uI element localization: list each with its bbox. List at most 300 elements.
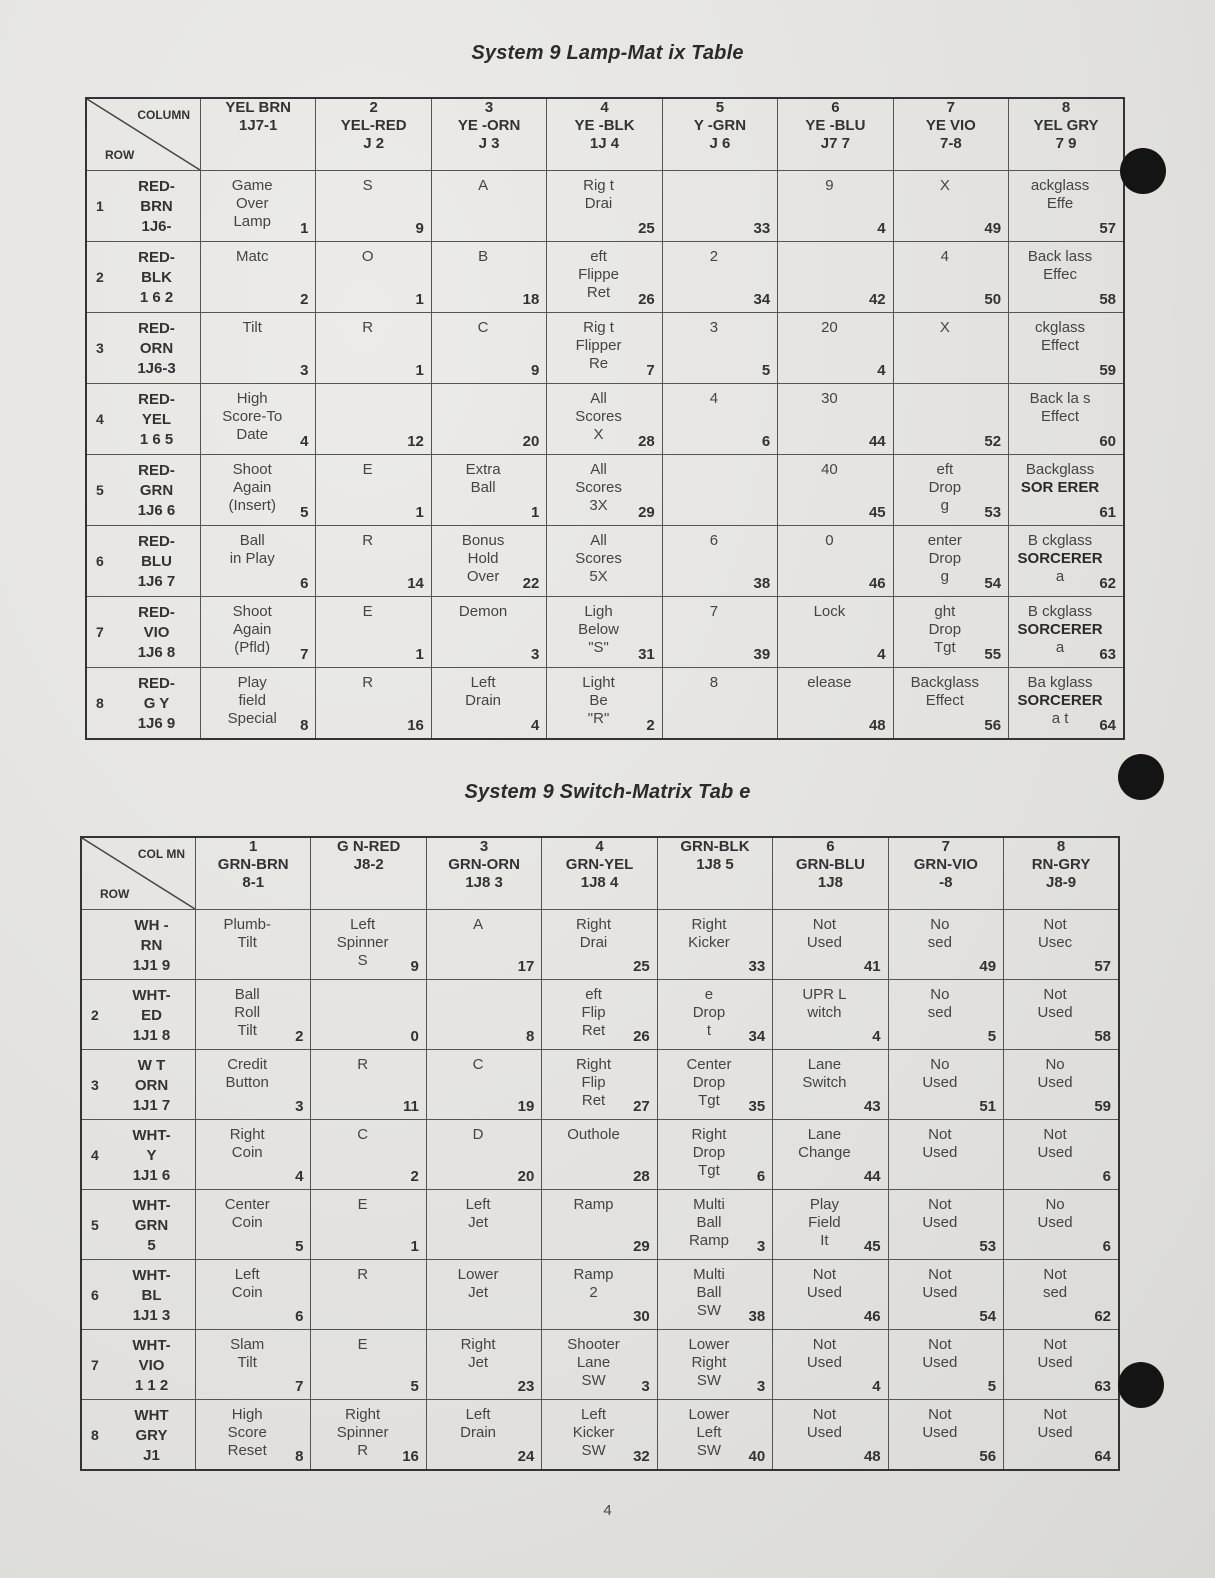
- cell-number: 49: [979, 958, 997, 975]
- cell-text-line: Tgt: [698, 1162, 720, 1179]
- row-number: 8: [96, 695, 104, 711]
- cell-text-line: S: [357, 952, 368, 969]
- cell-description: [1008, 1266, 1102, 1302]
- cell-text-line: Again: [233, 479, 272, 496]
- cell-text-line: Effect: [1040, 337, 1080, 354]
- cell-number: 22: [522, 575, 540, 592]
- cell-text-line: D: [472, 1126, 484, 1143]
- column-header-line: 8: [1061, 99, 1071, 116]
- matrix-cell: [431, 384, 546, 455]
- cell-text-line: R: [362, 674, 374, 691]
- cell-text-line: Score: [227, 1424, 267, 1441]
- cell-text-line: 2: [709, 248, 719, 265]
- cell-number: 39: [753, 646, 771, 663]
- cell-text-line: Credit: [227, 1056, 268, 1073]
- cell-text-line: Roll: [234, 1004, 261, 1021]
- lamp-matrix-table: [85, 97, 1125, 740]
- table-row: [81, 910, 1119, 980]
- matrix-cell: [196, 910, 311, 980]
- row-label-line: GRN: [134, 1217, 169, 1234]
- row-label-line: VIO: [138, 1357, 165, 1374]
- cell-text-line: a: [1055, 568, 1065, 585]
- cell-number: 31: [638, 646, 655, 663]
- cell-number: 50: [984, 291, 1002, 308]
- cell-text-line: E: [362, 603, 373, 620]
- matrix-cell: [196, 980, 311, 1050]
- cell-text-line: Not: [1043, 1126, 1067, 1143]
- corner-cell: [81, 837, 196, 910]
- row-label-line: WH -: [134, 917, 169, 934]
- cell-text-line: X: [939, 319, 950, 336]
- matrix-cell: [1004, 980, 1119, 1050]
- cell-text-line: Used: [922, 1074, 958, 1091]
- cell-text-line: Ret: [581, 1092, 606, 1109]
- matrix-cell: [893, 171, 1008, 242]
- cell-description: [205, 177, 299, 231]
- table-row: [81, 1400, 1119, 1471]
- corner-cell: [86, 98, 201, 171]
- cell-text-line: Spinner: [336, 934, 389, 951]
- cell-text-line: Tilt: [237, 1354, 257, 1371]
- matrix-cell: [888, 1120, 1003, 1190]
- matrix-cell: [778, 171, 893, 242]
- cell-text-line: Tilt: [237, 1022, 257, 1039]
- cell-number: 8: [525, 1028, 535, 1045]
- matrix-cell: [542, 1330, 657, 1400]
- cell-number: 38: [748, 1308, 766, 1325]
- cell-text-line: field: [238, 692, 266, 709]
- cell-number: 46: [863, 1308, 881, 1325]
- cell-text-line: Lower: [688, 1336, 730, 1353]
- cell-text-line: Not: [812, 1266, 837, 1283]
- cell-text-line: X: [593, 426, 604, 443]
- cell-description: [205, 390, 299, 444]
- cell-number: 56: [984, 717, 1002, 734]
- matrix-cell: [662, 242, 777, 313]
- cell-number: 4: [877, 220, 886, 237]
- column-header-line: GRN-BRN: [217, 856, 289, 873]
- cell-text-line: Flip: [581, 1074, 606, 1091]
- cell-number: 51: [979, 1098, 997, 1115]
- cell-text-line: A: [478, 177, 489, 194]
- matrix-cell: [662, 526, 777, 597]
- cell-text-line: Center: [686, 1056, 732, 1073]
- column-header-line: YE -BLK: [574, 117, 635, 134]
- cell-description: [893, 1056, 987, 1092]
- column-header-line: YE VIO: [925, 117, 976, 134]
- cell-text-line: Left: [350, 916, 376, 933]
- cell-text-line: Jet: [468, 1354, 489, 1371]
- cell-text-line: Left: [581, 1406, 607, 1423]
- cell-text-line: Effect: [1040, 408, 1080, 425]
- cell-text-line: R: [357, 1266, 369, 1283]
- matrix-cell: [778, 313, 893, 384]
- cell-number: 6: [1102, 1238, 1111, 1255]
- cell-text-line: Not: [928, 1336, 952, 1353]
- column-header: [662, 98, 777, 171]
- matrix-cell: [657, 1120, 772, 1190]
- cell-text-line: X: [939, 177, 950, 194]
- cell-number: 46: [868, 575, 886, 592]
- cell-text-line: Kicker: [572, 1424, 615, 1441]
- cell-text-line: elease: [807, 674, 852, 691]
- matrix-cell: [888, 1050, 1003, 1120]
- row-header: [86, 171, 201, 242]
- cell-text-line: 6: [709, 532, 719, 549]
- cell-description: [1013, 461, 1107, 497]
- cell-text-line: Not: [1043, 1266, 1067, 1283]
- cell-text-line: Lane: [807, 1056, 842, 1073]
- cell-text-line: Used: [1037, 1424, 1073, 1441]
- cell-description: [431, 1196, 525, 1232]
- cell-number: 1: [410, 1238, 419, 1255]
- row-label-line: WHT-: [132, 1127, 171, 1144]
- cell-text-line: Drai: [579, 934, 608, 951]
- matrix-cell: [657, 910, 772, 980]
- matrix-cell: [201, 242, 316, 313]
- matrix-cell: [196, 1190, 311, 1260]
- row-number: 7: [96, 624, 104, 640]
- cell-text-line: Drop: [928, 550, 962, 567]
- cell-number: 25: [633, 958, 650, 975]
- cell-description: [200, 1406, 294, 1460]
- cell-number: 49: [984, 220, 1002, 237]
- cell-text-line: Extra: [465, 461, 501, 478]
- cell-text-line: It: [820, 1232, 829, 1249]
- cell-description: [1008, 1126, 1102, 1162]
- matrix-cell: [426, 1120, 541, 1190]
- row-wire-label: [112, 1336, 191, 1396]
- cell-number: 11: [403, 1098, 419, 1115]
- cell-text-line: A: [473, 916, 484, 933]
- matrix-cell: [547, 171, 662, 242]
- cell-text-line: eft: [590, 248, 607, 265]
- cell-text-line: ckglass: [1035, 319, 1086, 336]
- matrix-cell: [1004, 1120, 1119, 1190]
- matrix-cell: [893, 526, 1008, 597]
- cell-number: 59: [1094, 1098, 1111, 1115]
- column-header-line: 7: [946, 99, 956, 116]
- cell-text-line: Shooter: [567, 1336, 620, 1353]
- cell-number: 62: [1094, 1308, 1111, 1325]
- cell-text-line: R: [362, 532, 374, 549]
- matrix-cell: [311, 980, 426, 1050]
- matrix-cell: [196, 1120, 311, 1190]
- column-header: [888, 837, 1003, 910]
- matrix-cell: [316, 171, 431, 242]
- cell-text-line: SORCERER: [1017, 621, 1103, 638]
- cell-number: 16: [402, 1448, 419, 1465]
- cell-number: 1: [300, 220, 309, 237]
- cell-text-line: Lane: [576, 1354, 611, 1371]
- cell-number: 3: [300, 362, 309, 379]
- cell-text-line: Scores: [575, 479, 622, 496]
- cell-text-line: Used: [806, 1284, 842, 1301]
- cell-number: 35: [748, 1098, 766, 1115]
- cell-text-line: No: [930, 986, 950, 1003]
- cell-number: 5: [300, 504, 309, 521]
- cell-text-line: Lamp: [233, 213, 271, 230]
- table-row: [86, 171, 1124, 242]
- cell-description: [315, 1266, 409, 1284]
- cell-text-line: Used: [922, 1424, 958, 1441]
- cell-number: 5: [987, 1028, 997, 1045]
- table-row: [81, 1190, 1119, 1260]
- column-header-line: YE -ORN: [457, 117, 521, 134]
- row-label-line: 1J1 3: [132, 1307, 171, 1324]
- cell-text-line: Hold: [467, 550, 499, 567]
- cell-number: 5: [410, 1378, 419, 1395]
- cell-number: 33: [748, 958, 766, 975]
- cell-text-line: in Play: [229, 550, 275, 567]
- matrix-cell: [431, 668, 546, 740]
- cell-text-line: Outhole: [567, 1126, 620, 1143]
- cell-description: [1013, 319, 1107, 355]
- cell-text-line: Ball: [696, 1214, 722, 1231]
- cell-description: [893, 1266, 987, 1302]
- row-label-line: YEL: [141, 411, 172, 428]
- cell-description: [777, 916, 871, 952]
- cell-number: 63: [1094, 1378, 1111, 1395]
- row-label-line: RED-: [138, 604, 175, 621]
- cell-text-line: 40: [821, 461, 838, 478]
- cell-description: [662, 1266, 756, 1320]
- matrix-cell: [547, 384, 662, 455]
- cell-number: 4: [872, 1028, 881, 1045]
- column-header: [1009, 98, 1124, 171]
- cell-text-line: sed: [927, 1004, 952, 1021]
- column-header-line: 1J8: [817, 874, 843, 891]
- row-header: [81, 1330, 196, 1400]
- cell-number: 4: [295, 1168, 304, 1185]
- cell-description: [898, 674, 992, 710]
- cell-text-line: SORCERER: [1017, 550, 1103, 567]
- matrix-cell: [657, 1260, 772, 1330]
- cell-number: 55: [984, 646, 1002, 663]
- cell-text-line: All: [590, 461, 607, 478]
- binder-hole: [1118, 1362, 1164, 1408]
- row-label-line: RED-: [138, 249, 175, 266]
- cell-number: 64: [1094, 1448, 1111, 1465]
- cell-number: 1: [415, 504, 424, 521]
- row-number: 2: [91, 1006, 99, 1023]
- cell-text-line: B ckglass: [1027, 603, 1093, 620]
- row-number: 3: [96, 340, 104, 356]
- table-row: [81, 1050, 1119, 1120]
- cell-text-line: Date: [236, 426, 269, 443]
- row-wire-label: [117, 390, 196, 450]
- matrix-cell: [657, 1330, 772, 1400]
- row-number: 6: [96, 553, 104, 569]
- cell-number: 29: [638, 504, 655, 521]
- matrix-cell: [662, 384, 777, 455]
- column-header-line: Y -GRN: [693, 117, 747, 134]
- cell-text-line: High: [236, 390, 268, 407]
- cell-text-line: Tilt: [242, 319, 262, 336]
- cell-text-line: Drop: [928, 621, 962, 638]
- column-header: [1004, 837, 1119, 910]
- cell-text-line: Lower: [688, 1406, 730, 1423]
- matrix-cell: [547, 526, 662, 597]
- row-header: [81, 980, 196, 1050]
- matrix-cell: [542, 1260, 657, 1330]
- matrix-cell: [311, 1190, 426, 1260]
- matrix-cell: [893, 242, 1008, 313]
- row-label-line: ORN: [139, 340, 174, 357]
- cell-description: [431, 1056, 525, 1074]
- cell-text-line: 7: [709, 603, 719, 620]
- cell-text-line: Drain: [460, 1424, 497, 1441]
- cell-text-line: Used: [1037, 1354, 1073, 1371]
- cell-text-line: R: [362, 319, 374, 336]
- cell-number: 33: [753, 220, 771, 237]
- matrix-cell: [316, 384, 431, 455]
- cell-text-line: 3: [709, 319, 719, 336]
- cell-text-line: Flip: [581, 1004, 606, 1021]
- cell-text-line: Ramp: [573, 1196, 614, 1213]
- cell-number: 19: [517, 1098, 535, 1115]
- cell-description: [205, 532, 299, 568]
- cell-number: 45: [868, 504, 886, 521]
- cell-text-line: Scores: [575, 550, 622, 567]
- matrix-cell: [888, 910, 1003, 980]
- row-label-line: 1J1 6: [132, 1167, 171, 1184]
- cell-text-line: Not: [928, 1126, 952, 1143]
- matrix-cell: [201, 526, 316, 597]
- cell-description: [200, 916, 294, 952]
- cell-text-line: UPR L: [802, 986, 847, 1003]
- cell-number: 7: [295, 1378, 304, 1395]
- cell-text-line: Drain: [465, 692, 502, 709]
- cell-number: 4: [530, 717, 540, 734]
- cell-description: [777, 1266, 871, 1302]
- cell-description: [782, 461, 876, 479]
- cell-description: [436, 603, 530, 621]
- cell-text-line: Right: [345, 1406, 381, 1423]
- row-header: [86, 313, 201, 384]
- cell-text-line: Score-To: [222, 408, 283, 425]
- column-label: COL MN: [137, 847, 185, 861]
- cell-description: [546, 986, 640, 1040]
- cell-number: 27: [633, 1098, 650, 1115]
- matrix-cell: [542, 910, 657, 980]
- row-label-line: W T: [137, 1057, 166, 1074]
- cell-description: [662, 916, 756, 952]
- cell-description: [662, 1406, 756, 1460]
- row-number: 5: [91, 1216, 99, 1233]
- cell-description: [898, 248, 992, 266]
- cell-description: [205, 674, 299, 728]
- cell-number: 6: [300, 575, 309, 592]
- cell-number: 44: [868, 433, 886, 450]
- cell-description: [662, 1056, 756, 1110]
- cell-text-line: Slam: [230, 1336, 265, 1353]
- row-label-line: RED-: [138, 178, 175, 195]
- column-header-line: 3: [479, 838, 489, 855]
- row-label-line: WHT: [134, 1407, 169, 1424]
- column-header-line: GRN-BLU: [795, 856, 865, 873]
- matrix-cell: [1004, 1330, 1119, 1400]
- matrix-cell: [196, 1260, 311, 1330]
- cell-description: [662, 1336, 756, 1390]
- matrix-cell: [1009, 171, 1124, 242]
- cell-text-line: Left: [465, 1196, 491, 1213]
- column-header-line: GRN-VIO: [913, 856, 978, 873]
- cell-text-line: "S": [588, 639, 609, 656]
- row-label-line: BLU: [141, 553, 172, 570]
- column-header: [542, 837, 657, 910]
- row-label-line: RED-: [138, 391, 175, 408]
- cell-number: 7: [646, 362, 655, 379]
- matrix-cell: [311, 1260, 426, 1330]
- table-row: [81, 980, 1119, 1050]
- row-label: ROW: [105, 148, 135, 162]
- cell-text-line: B ckglass: [1027, 532, 1093, 549]
- row-label-line: 1J1 8: [132, 1027, 171, 1044]
- lamp-matrix-title: System 9 Lamp-Mat ix Table: [471, 42, 744, 64]
- cell-text-line: Effec: [1043, 266, 1077, 283]
- column-header-line: J 3: [478, 135, 500, 152]
- matrix-cell: [311, 910, 426, 980]
- cell-description: [777, 986, 871, 1022]
- matrix-cell: [426, 1330, 541, 1400]
- cell-description: [200, 1056, 294, 1092]
- matrix-cell: [431, 455, 546, 526]
- cell-description: [893, 986, 987, 1022]
- row-header: [81, 910, 196, 980]
- cell-number: 2: [295, 1028, 304, 1045]
- cell-description: [200, 1336, 294, 1372]
- cell-text-line: Not: [1043, 1336, 1067, 1353]
- cell-text-line: Left: [470, 674, 496, 691]
- cell-text-line: Reset: [227, 1442, 267, 1459]
- cell-description: [662, 1126, 756, 1180]
- row-header: [86, 384, 201, 455]
- matrix-cell: [1004, 1190, 1119, 1260]
- cell-text-line: sed: [1042, 1284, 1068, 1301]
- matrix-cell: [778, 455, 893, 526]
- cell-number: 1: [415, 646, 424, 663]
- matrix-cell: [657, 1190, 772, 1260]
- matrix-cell: [426, 910, 541, 980]
- cell-text-line: Drai: [584, 195, 613, 212]
- cell-text-line: Drop: [692, 1004, 726, 1021]
- cell-number: 24: [517, 1448, 535, 1465]
- matrix-cell: [773, 1400, 888, 1471]
- cell-description: [315, 1196, 409, 1214]
- matrix-cell: [1009, 313, 1124, 384]
- cell-number: 1: [415, 362, 424, 379]
- cell-number: 30: [633, 1308, 650, 1325]
- row-header: [86, 242, 201, 313]
- cell-description: [436, 248, 530, 266]
- cell-text-line: Used: [922, 1214, 958, 1231]
- cell-text-line: a: [1055, 639, 1065, 656]
- cell-description: [320, 319, 414, 337]
- row-wire-label: [117, 319, 196, 379]
- matrix-cell: [201, 455, 316, 526]
- matrix-cell: [1009, 668, 1124, 740]
- matrix-cell: [431, 242, 546, 313]
- row-number: 7: [91, 1356, 99, 1373]
- cell-description: [662, 1196, 756, 1250]
- cell-description: [777, 1406, 871, 1442]
- cell-number: 2: [300, 291, 309, 308]
- cell-description: [436, 177, 530, 195]
- row-label-line: WHT-: [132, 1267, 171, 1284]
- cell-description: [200, 1196, 294, 1232]
- cell-description: [546, 1126, 640, 1144]
